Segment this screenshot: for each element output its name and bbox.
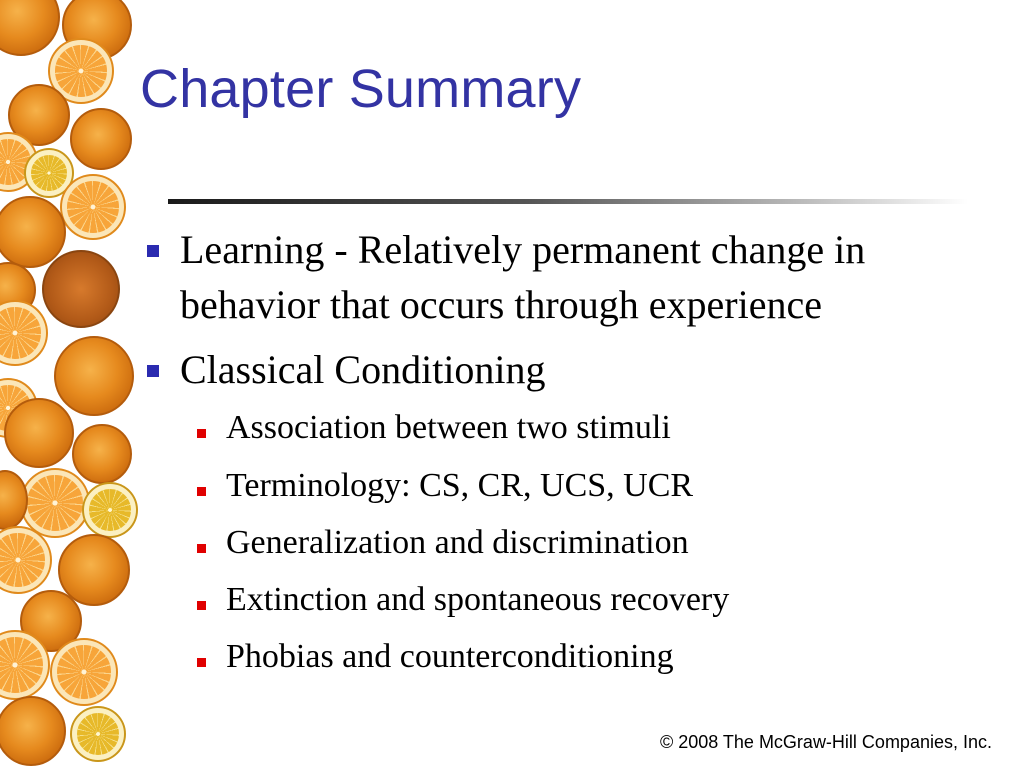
red-square-bullet-icon [197,487,206,496]
orange-icon [72,424,132,484]
red-square-bullet-icon [197,658,206,667]
sub-bullet-phobias: Phobias and counterconditioning [226,638,674,675]
blue-square-bullet-icon [147,365,159,377]
orange-icon [0,696,66,766]
lemon-slice-icon [72,708,124,760]
slide-title: Chapter Summary [140,59,582,119]
title-divider [168,199,968,204]
bullet-classical-conditioning: Classical Conditioning [180,347,546,392]
red-square-bullet-icon [197,429,206,438]
red-square-bullet-icon [197,544,206,553]
red-square-bullet-icon [197,601,206,610]
orange-icon [0,0,60,56]
orange-slice-icon [62,176,124,238]
sub-bullet-generalization: Generalization and discrimination [226,524,689,561]
orange-icon [4,398,74,468]
copyright-footer: © 2008 The McGraw-Hill Companies, Inc. [659,732,992,752]
orange-icon [54,336,134,416]
sub-bullet-extinction: Extinction and spontaneous recovery [226,581,730,618]
blue-square-bullet-icon [147,245,159,257]
orange-icon [70,108,132,170]
orange-slice-icon [0,528,50,592]
sub-bullet-association: Association between two stimuli [226,409,671,446]
orange-slice-icon [52,640,116,704]
orange-slice-icon [0,302,46,364]
bullet-learning: Learning - Relatively permanent change in behavior that occurs through experience [180,227,866,327]
lemon-slice-icon [84,484,136,536]
orange-icon [0,470,28,530]
lemon-slice-icon [26,150,72,196]
blood-orange-icon [42,250,120,328]
orange-slice-icon [22,470,88,536]
citrus-slices-decoration [0,0,140,768]
sub-bullet-terminology: Terminology: CS, CR, UCS, UCR [226,467,694,504]
